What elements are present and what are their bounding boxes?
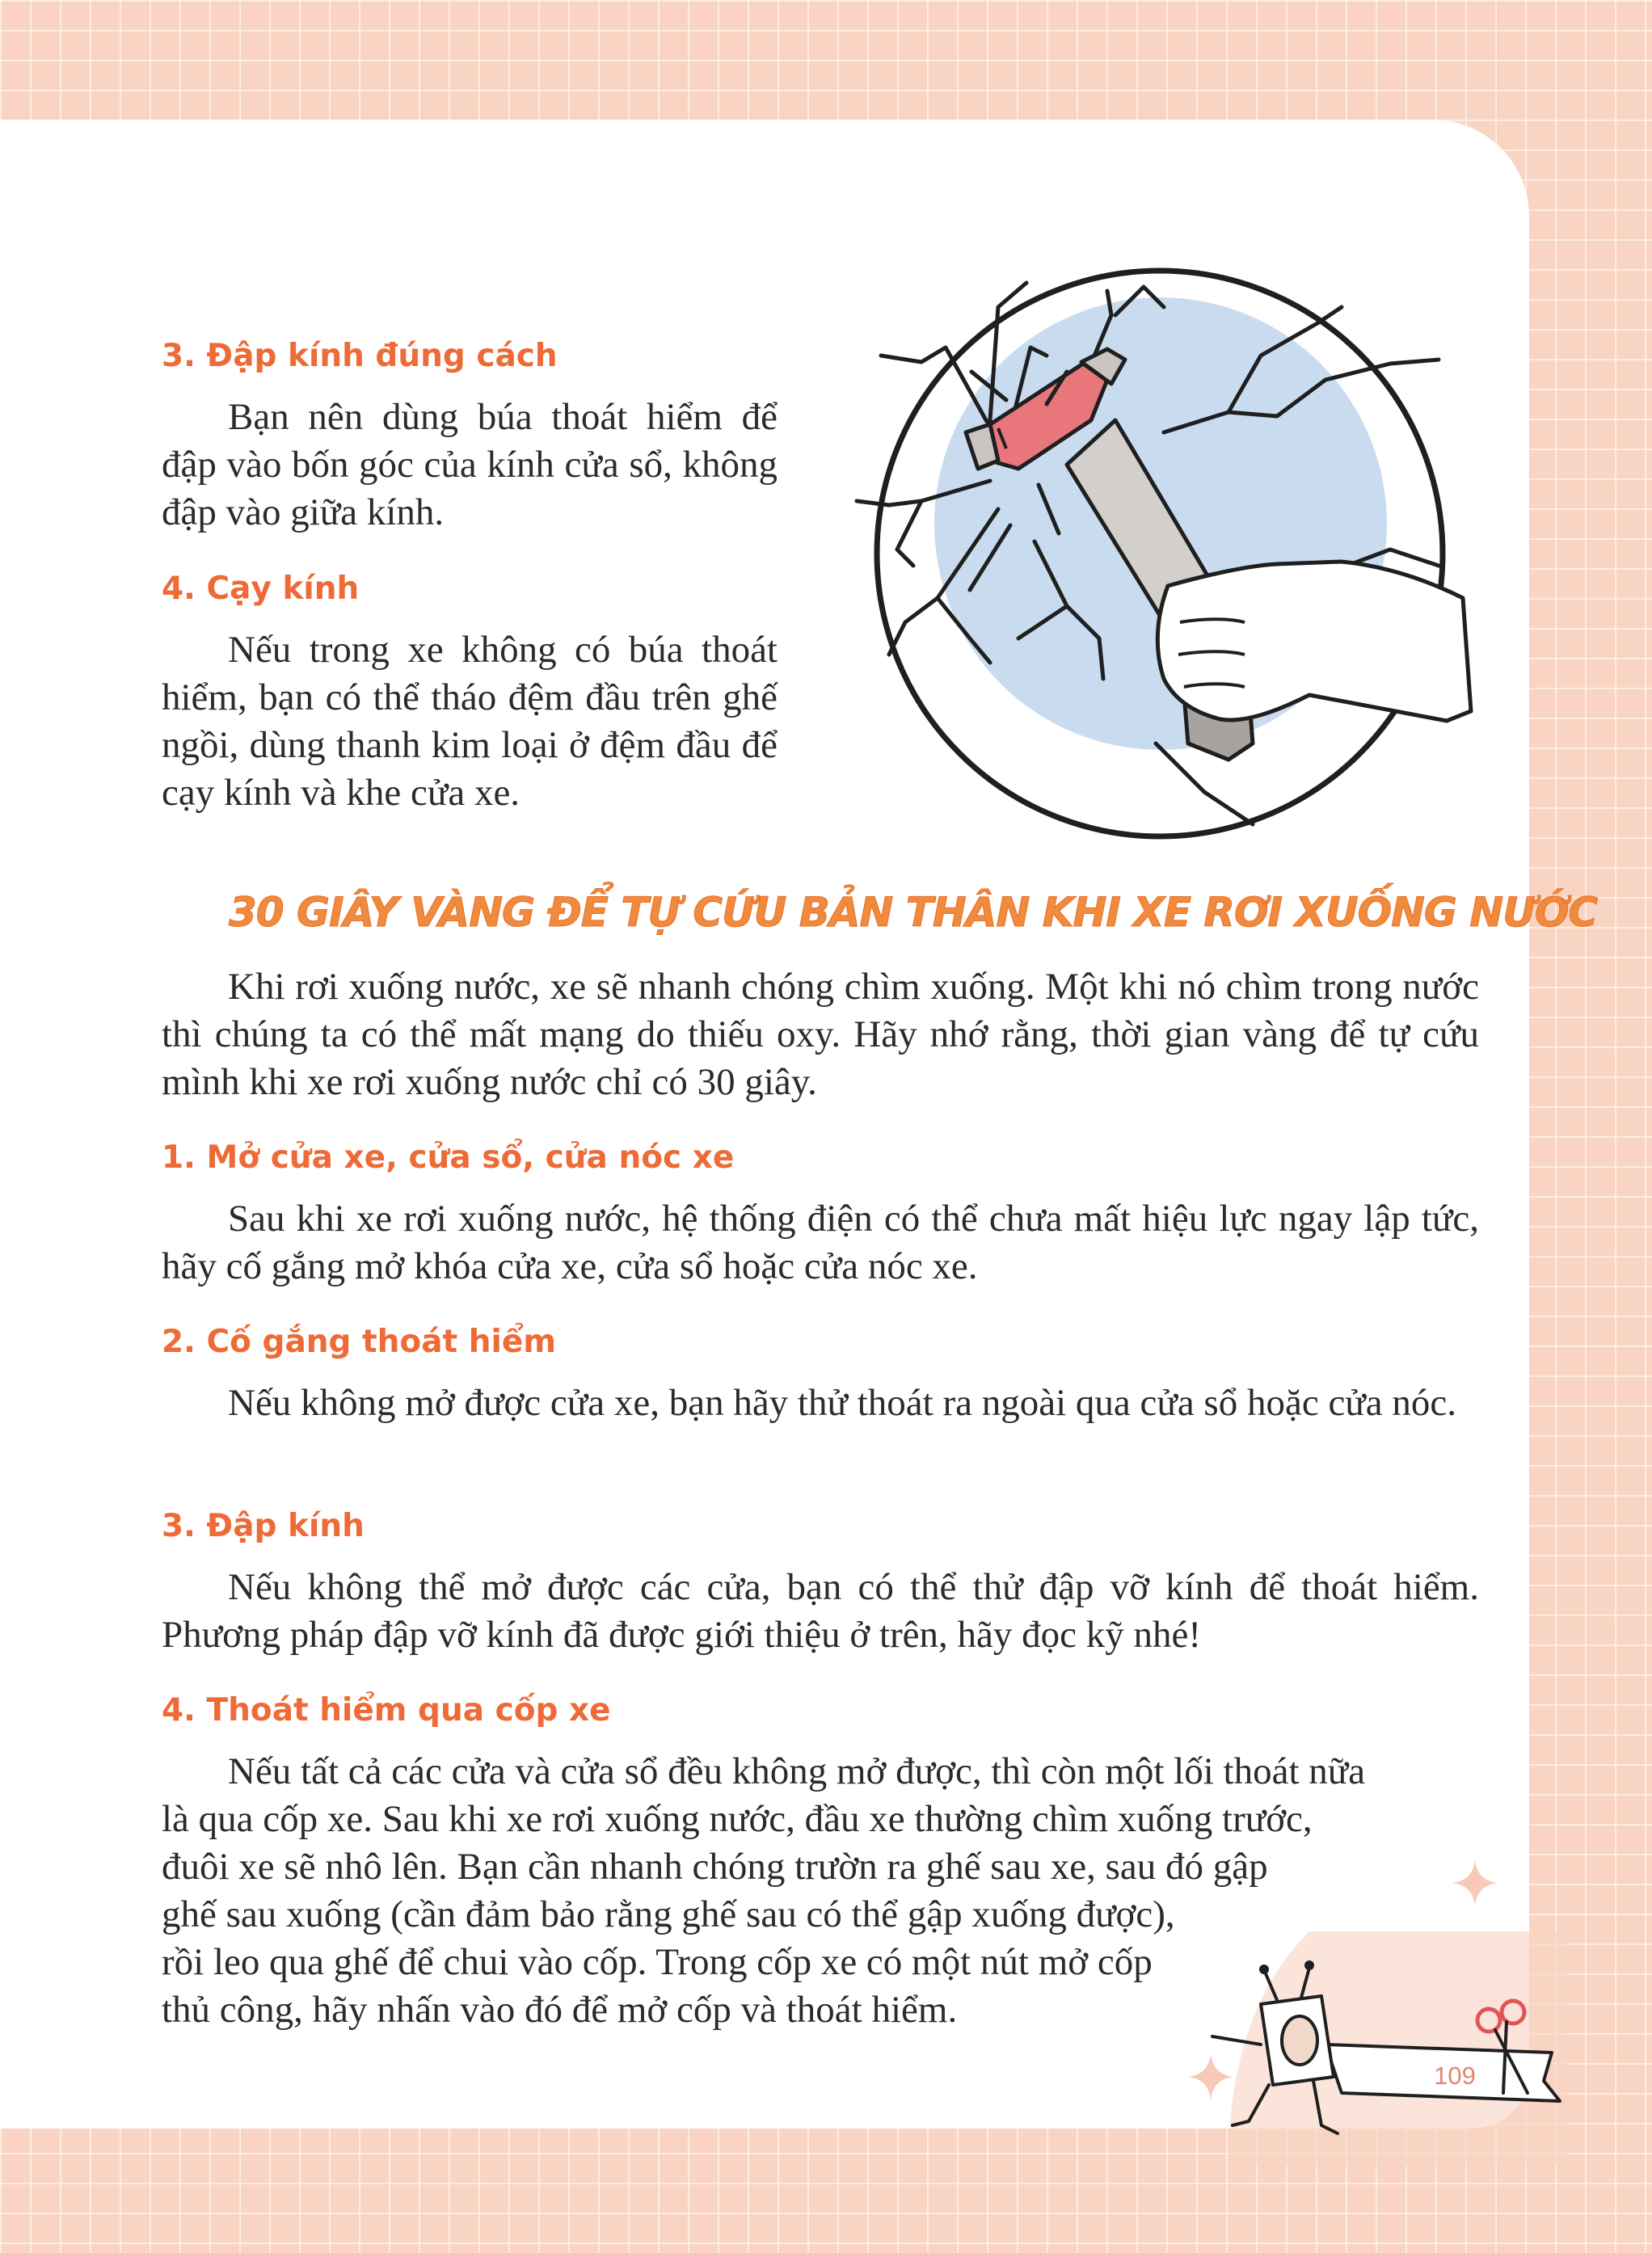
heading-dap-kinh: 3. Đập kính: [162, 1508, 365, 1544]
paragraph-dap-kinh-dung-cach: Bạn nên dùng búa thoát hiểm để đập vào bốn góc của kính cửa sổ, không đập vào giữa kính.: [162, 396, 778, 533]
paragraph-line: thủ công, hãy nhấn vào đó để mở cốp và thoát hiểm.: [162, 1989, 958, 2031]
section-intro: Khi rơi xuống nước, xe sẽ nhanh chóng chìm xuống. Một khi nó chìm trong nước thì chúng ta có thể mất mạng do thiếu oxy. Hãy nhớ rằng, thời gian vàng để tự cứu mình khi xe rơi xuống nước chỉ có 30 giây.: [162, 966, 1479, 1103]
mascot-tape-icon: [1180, 1931, 1568, 2166]
paragraph-cay-kinh: Nếu trong xe không có búa thoát hiểm, bạn có thể tháo đệm đầu trên ghế ngồi, dùng thanh kim loại ở đệm đầu để cạy kính và khe cửa xe.: [162, 629, 778, 814]
sparkle-icon: [1451, 1859, 1499, 1907]
section-title: 30 GIÂY VÀNG ĐỂ TỰ CỨU BẢN THÂN KHI XE RƠI XUỐNG NƯỚC: [229, 889, 1598, 936]
paragraph-line: đuôi xe sẽ nhô lên. Bạn cần nhanh chóng trườn ra ghế sau xe, sau đó gập: [162, 1846, 1268, 1888]
paragraph-line: rồi leo qua ghế để chui vào cốp. Trong cốp xe có một nút mở cốp: [162, 1941, 1153, 1983]
paragraph-line: là qua cốp xe. Sau khi xe rơi xuống nước, đầu xe thường chìm xuống trước,: [162, 1798, 1313, 1840]
heading-thoat-hiem-qua-cop-xe: 4. Thoát hiểm qua cốp xe: [162, 1692, 611, 1729]
heading-mo-cua-xe: 1. Mở cửa xe, cửa sổ, cửa nóc xe: [162, 1139, 735, 1176]
paragraph-dap-kinh: Nếu không thể mở được các cửa, bạn có thể thử đập vỡ kính để thoát hiểm. Phương pháp đập vỡ kính đã được giới thiệu ở trên, hãy đọc kỹ nhé!: [162, 1566, 1479, 1656]
paragraph-line: Nếu tất cả các cửa và cửa sổ đều không mở được, thì còn một lối thoát nữa: [228, 1750, 1366, 1792]
paragraph-line: ghế sau xuống (cần đảm bảo rằng ghế sau có thể gập xuống được),: [162, 1893, 1175, 1935]
paragraph-mo-cua-xe: Sau khi xe rơi xuống nước, hệ thống điện có thể chưa mất hiệu lực ngay lập tức, hãy cố gắng mở khóa cửa xe, cửa sổ hoặc cửa nóc xe.: [162, 1198, 1479, 1287]
heading-dap-kinh-dung-cach: 3. Đập kính đúng cách: [162, 338, 558, 374]
heading-co-gang-thoat-hiem: 2. Cố gắng thoát hiểm: [162, 1324, 556, 1360]
page-number: 109: [1434, 2061, 1476, 2090]
paragraph-co-gang-thoat-hiem: Nếu không mở được cửa xe, bạn hãy thử thoát ra ngoài qua cửa sổ hoặc cửa nóc.: [228, 1382, 1456, 1424]
broken-glass-hammer-illustration: [824, 259, 1495, 849]
heading-cay-kinh: 4. Cạy kính: [162, 571, 360, 607]
